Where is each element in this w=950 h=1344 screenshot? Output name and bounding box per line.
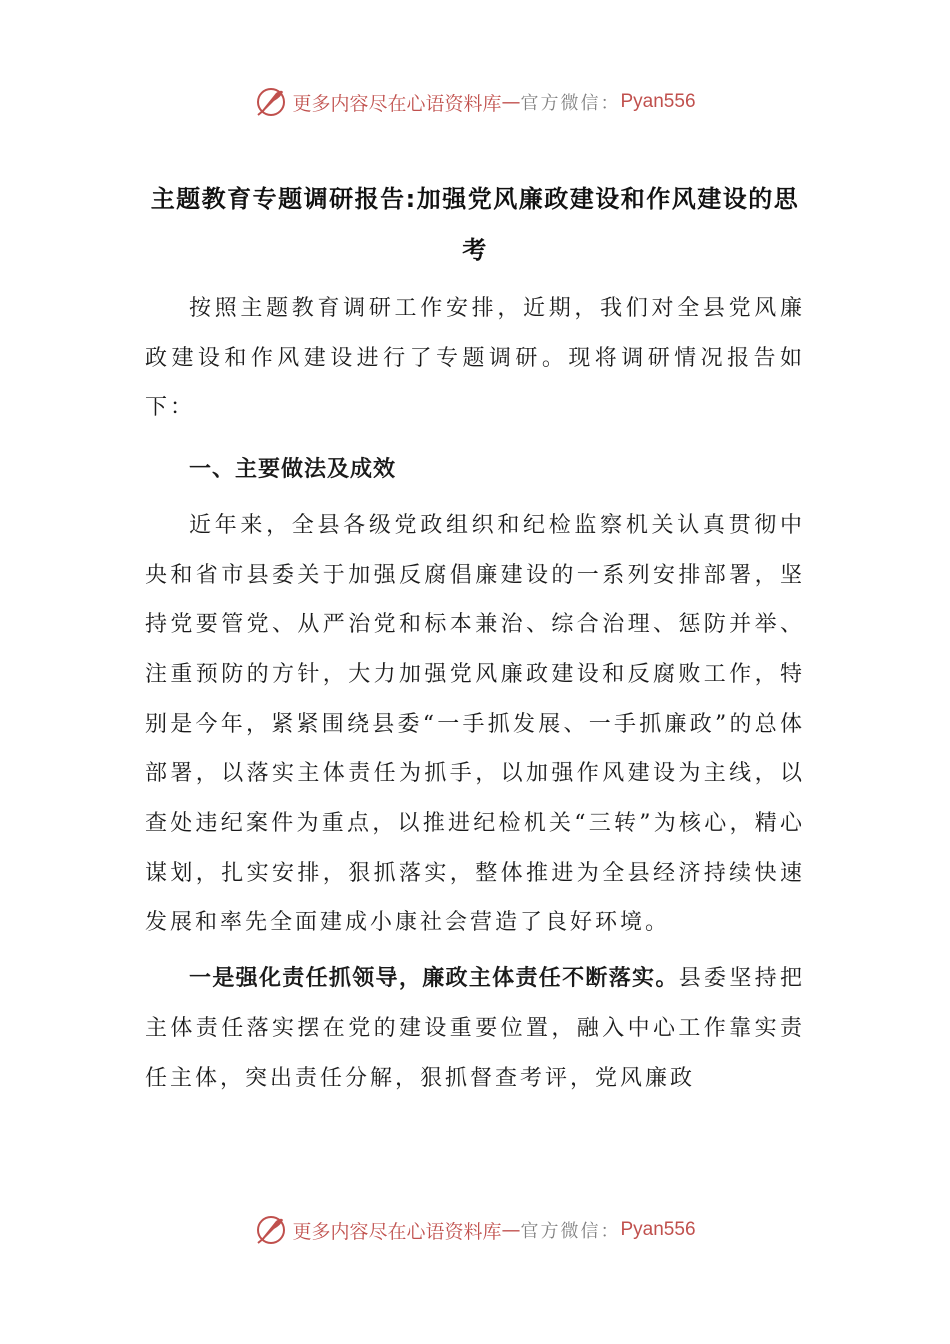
banner-brand-text: 更多内容尽在心语资料库 [292, 1220, 502, 1243]
point-text: 县委坚持把主体责任落实摆在党的建设重要位置，融入中心工作靠实责任主体，突出责任分解，狠抓督查考评，党风廉政 [145, 966, 805, 1091]
banner-official-label: 官方微信： [520, 1221, 621, 1242]
banner-separator: — [501, 91, 521, 113]
intro-paragraph: 按照主题教育调研工作安排，近期，我们对全县党风廉政建设和作风建设进行了专题调研。现将调研情况报告如下： [145, 296, 805, 421]
banner-separator: — [501, 1219, 521, 1241]
banner-wechat-id: Pyan556 [620, 1219, 696, 1240]
footer-banner [0, 1210, 950, 1250]
document-title: 主题教育专题调研报告:加强党风廉政建设和作风建设的思考 [150, 185, 800, 264]
banner-official-label: 官方微信： [520, 93, 621, 114]
header-banner [0, 82, 950, 122]
quill-pen-circle-icon [254, 1213, 288, 1247]
banner-brand-text: 更多内容尽在心语资料库 [292, 92, 502, 115]
section-paragraph: 近年来，全县各级党政组织和纪检监察机关认真贯彻中央和省市县委关于加强反腐倡廉建设的一系列安排部署，坚持党要管党、从严治党和标本兼治、综合治理、惩防并举、注重预防的方针，大力加强党风廉政建设和反腐败工作，特别是今年，紧紧围绕县委“一手抓发展、一手抓廉政”的总体部署，以落实主体责任为抓手，以加强作风建设为主线，以查处违纪案件为重点，以推进纪检机关“三转”为核心，精心谋划，扎实安排，狠抓落实，整体推进为全县经济持续快速发展和率先全面建成小康社会营造了良好环境。 [145, 512, 805, 936]
point-paragraph [145, 954, 805, 1103]
document-body [145, 284, 805, 1103]
quill-pen-circle-icon [254, 85, 288, 119]
section-heading: 一、主要做法及成效 [189, 457, 397, 483]
banner-wechat-id: Pyan556 [620, 91, 696, 112]
point-lead: 一是强化责任抓领导，廉政主体责任不断落实。 [189, 966, 679, 992]
